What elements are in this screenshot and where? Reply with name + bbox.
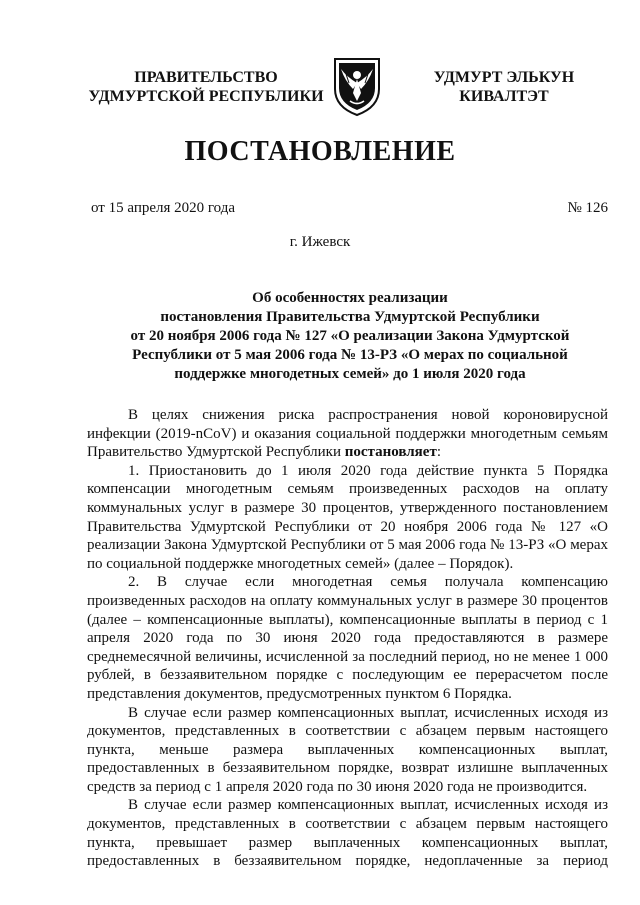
document-subject — [100, 289, 600, 384]
clause-2-subparagraph-2: В случае если размер компенсационных выплат, исчисленных исходя из документов, представленных в соответствии с абзацем первым настоящего пункта, превышает размер выплаченных компенсационных выплат, предоставленных в беззаявительном порядке, недоплаченные за период — [87, 797, 608, 870]
preamble-text: В целях снижения риска распространения новой короновирусной инфекции (2019-nCoV) и оказания социальной поддержки многодетным семьям Правительство Удмуртской Республики — [87, 407, 608, 461]
subject-line: поддержке многодетных семей» до 1 июля 2020 года — [174, 366, 526, 382]
subject-line: Республики от 5 мая 2006 года № 13-РЗ «О мерах по социальной — [132, 347, 568, 363]
preamble-colon: : — [436, 444, 441, 461]
issuer-udmurt-line-1: УДМУРТ ЭЛЬКУН — [433, 69, 575, 86]
document-number: № 126 — [567, 200, 608, 216]
issuer-name-russian — [88, 68, 324, 106]
subject-line: постановления Правительства Удмуртской Республики — [160, 309, 540, 325]
clause-2-paragraph: 2. В случае если многодетная семья получала компенсацию произведенных расходов на оплату коммунальных услуг в размере 30 процентов (далее – компенсационные выплаты), компенсационные выплаты в период с 1 апреля 2020 года по 30 июня 2020 года предоставляются в размере среднемесячной величины, исчисленной за последний период, но не менее 1 000 рублей, в беззаявительном порядке с последующим ее перерасчетом после представления документов, предусмотренных пунктом 6 Порядка. — [87, 574, 608, 702]
udmurt-coat-of-arms-icon — [331, 55, 383, 117]
issuer-name-udmurt — [428, 68, 580, 106]
subject-line: от 20 ноября 2006 года № 127 «О реализации Закона Удмуртской — [130, 328, 570, 344]
clause-2-subparagraph-1: В случае если размер компенсационных выплат, исчисленных исходя из документов, представленных в соответствии с абзацем первым настоящего пункта, меньше размера выплаченных компенсационных выплат, предоставленных в беззаявительном порядке, возврат излишне выплаченных средств за период с 1 апреля 2020 года по 30 июня 2020 года не производится. — [87, 704, 608, 795]
issuer-line-1: ПРАВИТЕЛЬСТВО — [134, 69, 278, 86]
clause-1-paragraph: 1. Приостановить до 1 июля 2020 года действие пункта 5 Порядка компенсации многодетным семьям произведенных расходов на оплату коммунальных услуг в размере 30 процентов, утвержденного постановлением Правительства Удмуртской Республики от 20 ноября 2006 года № 127 «О реализации Закона Удмуртской Республики от 5 мая 2006 года № 13-РЗ «О мерах по социальной поддержке многодетных семей» (далее – Порядок). — [87, 462, 608, 572]
decree-keyword: постановляет — [344, 444, 437, 461]
document-city: г. Ижевск — [289, 234, 351, 250]
issuer-udmurt-line-2: КИВАЛТЭТ — [459, 88, 549, 105]
document-type-title: ПОСТАНОВЛЕНИЕ — [184, 136, 456, 167]
preamble-paragraph — [87, 406, 608, 462]
issuer-line-2: УДМУРТСКОЙ РЕСПУБЛИКИ — [88, 88, 324, 105]
document-body — [87, 406, 608, 871]
subject-line: Об особенностях реализации — [252, 290, 448, 306]
document-date: от 15 апреля 2020 года — [91, 200, 236, 216]
